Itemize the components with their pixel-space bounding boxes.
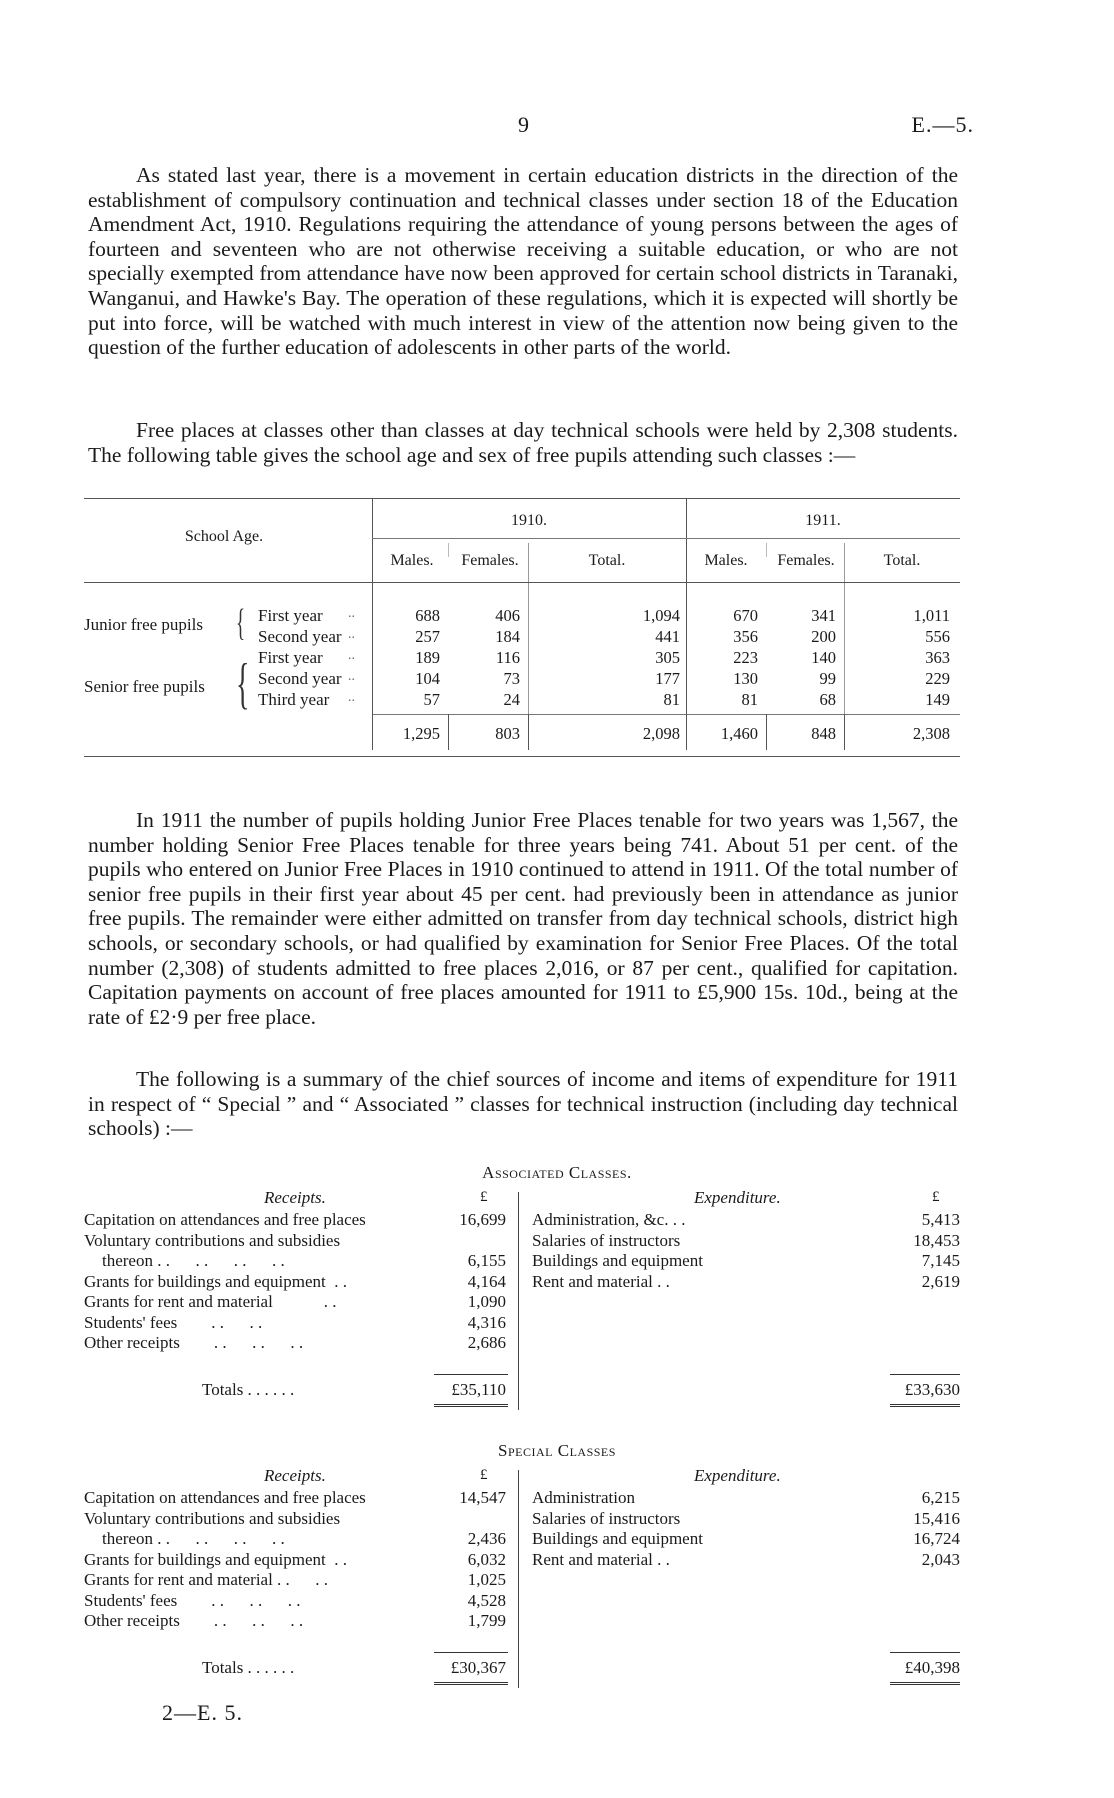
- row-label: Second year: [258, 627, 342, 646]
- page-number: 9: [518, 112, 529, 137]
- expenditure-currency: £: [932, 1189, 940, 1205]
- total-cell: 803: [495, 724, 520, 743]
- table-cell: 688: [415, 606, 440, 625]
- expenditure-label: Buildings and equipment: [532, 1529, 703, 1548]
- row-leader: ..: [348, 690, 355, 705]
- paragraph-compulsory-continuation: As stated last year, there is a movement in certain education districts in the direction of the establishment of compulsory continuation and technical classes under section 18 of the Education Amendment Act, 1910. Regulations requiring the attendance of young persons between the ages of fourteen and seventeen who are not otherwise receiving a suitable education, or who are not specially exempted from attendance have now been approved for certain school districts in Taranaki, Wanganui, and Hawke's Bay. The operation of these regulations, which it is expected will shortly be put into force, will be watched with much interest in view of the attention now being given to the question of the further education of adolescents in other parts of the world.: [88, 163, 958, 360]
- page-header: [0, 112, 1114, 140]
- col-total-1910: Total.: [588, 552, 626, 569]
- row-label: Second year: [258, 669, 342, 688]
- total-cell: 1,460: [720, 724, 758, 743]
- group-junior-label: Junior free pupils: [84, 615, 203, 634]
- receipt-amount: 1,799: [467, 1611, 506, 1630]
- expenditure-amount: 18,453: [913, 1230, 960, 1250]
- receipts-total: £35,110: [451, 1380, 506, 1399]
- receipt-label: Other receipts . . . . . .: [84, 1611, 304, 1630]
- receipts-total-label: Totals . . . . . .: [202, 1658, 295, 1677]
- col-males-1910: Males.: [390, 552, 434, 569]
- table-cell: 57: [423, 690, 440, 709]
- table-cell: 257: [415, 627, 440, 646]
- special-classes-account: [84, 1466, 960, 1696]
- receipt-label: Voluntary contributions and subsidies: [84, 1508, 341, 1528]
- receipt-label: Capitation on attendances and free places: [84, 1210, 366, 1229]
- table-cell: 1,094: [642, 606, 680, 625]
- receipt-amount: 2,686: [467, 1333, 506, 1352]
- receipts-heading: Receipts.: [264, 1188, 326, 1207]
- table-cell: 441: [655, 627, 680, 646]
- receipt-label: Grants for buildings and equipment . .: [84, 1549, 347, 1569]
- row-leader: ..: [348, 669, 355, 684]
- stub-header: School Age.: [184, 528, 264, 545]
- table-cell: 81: [741, 690, 758, 709]
- expenditure-label: Administration: [532, 1488, 635, 1507]
- table-cell: 200: [811, 627, 836, 646]
- table-cell: 229: [925, 669, 950, 688]
- receipts-currency: £: [480, 1189, 488, 1205]
- table-cell: 406: [495, 606, 520, 625]
- table-cell: 184: [495, 627, 520, 646]
- expenditure-label: Administration, &c. . .: [532, 1210, 686, 1229]
- table-cell: 99: [819, 669, 836, 688]
- table-cell: 73: [503, 669, 520, 688]
- receipts-total: £30,367: [450, 1658, 506, 1677]
- expenditure-label: Buildings and equipment: [532, 1251, 703, 1270]
- table-cell: 356: [733, 627, 758, 646]
- expenditure-label: Salaries of instructors: [532, 1230, 681, 1250]
- table-cell: 130: [733, 669, 758, 688]
- expenditure-label: Salaries of instructors: [532, 1508, 681, 1528]
- senior-brace: {: [236, 653, 250, 715]
- table-cell: 223: [733, 648, 758, 667]
- table-cell: 81: [663, 690, 680, 709]
- expenditure-amount: 2,619: [921, 1271, 960, 1291]
- table-cell: 363: [925, 648, 950, 667]
- paragraph-income-summary-intro: The following is a summary of the chief sources of income and items of expenditure for 1911 in respect of “ Special ” and “ Associated ” classes for technical instruction (including day technical schools) :—: [88, 1067, 958, 1141]
- receipt-label: thereon . . . . . . . .: [102, 1529, 285, 1548]
- expenditure-amount: 6,215: [921, 1488, 960, 1507]
- row-label: Third year: [258, 690, 330, 709]
- receipt-amount: 4,316: [467, 1312, 506, 1332]
- receipt-amount: 16,699: [459, 1210, 506, 1229]
- total-cell: 2,308: [912, 724, 950, 743]
- table-cell: 104: [415, 669, 440, 688]
- col-males-1911: Males.: [704, 552, 748, 569]
- receipt-label: Other receipts . . . . . .: [84, 1333, 304, 1352]
- paragraph-free-places-intro: Free places at classes other than classes at day technical schools were held by 2,308 students. The following table gives the school age and sex of free pupils attending such classes :—: [88, 418, 958, 467]
- special-classes-title: Special Classes: [498, 1441, 616, 1460]
- expenditure-amount: 5,413: [921, 1210, 960, 1229]
- receipt-label: Students' fees . . . .: [84, 1312, 263, 1332]
- expenditure-label: Rent and material . .: [532, 1549, 670, 1569]
- document-reference: E.—5.: [911, 112, 974, 137]
- receipt-label: Grants for rent and material . .: [84, 1292, 337, 1311]
- receipt-amount: 1,025: [467, 1570, 506, 1589]
- receipts-currency: £: [480, 1467, 488, 1483]
- expenditure-heading: Expenditure.: [694, 1188, 781, 1207]
- table-bottom-rule: [84, 756, 960, 757]
- total-cell: 1,295: [402, 724, 440, 743]
- year-1911-header: 1911.: [805, 512, 841, 529]
- receipt-label: Voluntary contributions and subsidies: [84, 1230, 341, 1250]
- table-cell: 670: [733, 606, 758, 625]
- receipt-amount: 4,164: [467, 1271, 506, 1291]
- expenditure-heading: Expenditure.: [694, 1466, 781, 1485]
- receipt-amount: 4,528: [467, 1590, 506, 1610]
- receipt-label: Grants for rent and material . . . .: [84, 1570, 329, 1589]
- row-leader: ..: [348, 648, 355, 663]
- expenditure-label: Rent and material . .: [532, 1271, 670, 1291]
- receipt-label: Students' fees . . . . . .: [84, 1590, 301, 1610]
- col-females-1911: Females.: [777, 552, 835, 569]
- associated-classes-title: Associated Classes.: [482, 1163, 632, 1182]
- row-label: First year: [258, 606, 323, 625]
- header-bottom-rule: [84, 582, 960, 583]
- row-leader: ..: [348, 606, 355, 621]
- col-total-1911: Total.: [883, 552, 921, 569]
- year-1910-header: 1910.: [511, 512, 547, 529]
- receipt-amount: 2,436: [467, 1529, 506, 1548]
- table-cell: 24: [503, 690, 520, 709]
- total-cell: 2,098: [642, 724, 680, 743]
- total-cell: 848: [811, 724, 836, 743]
- receipt-label: thereon . . . . . . . .: [102, 1251, 285, 1270]
- table-cell: 68: [819, 690, 836, 709]
- table-cell: 177: [655, 669, 680, 688]
- junior-brace: {: [236, 602, 246, 644]
- receipt-label: Grants for buildings and equipment . .: [84, 1271, 347, 1291]
- group-senior-label: Senior free pupils: [84, 677, 205, 696]
- table-cell: 305: [655, 648, 680, 667]
- receipts-total-label: Totals . . . . . .: [202, 1380, 295, 1399]
- page-signature: 2—E. 5.: [162, 1700, 243, 1725]
- receipt-amount: 1,090: [467, 1292, 506, 1311]
- table-cell: 140: [811, 648, 836, 667]
- table-cell: 556: [925, 627, 950, 646]
- expenditure-total: £33,630: [904, 1380, 960, 1399]
- paragraph-free-places-details: In 1911 the number of pupils holding Junior Free Places tenable for two years was 1,567, the number holding Senior Free Places tenable for three years being 741. About 51 per cent. of the pupils who entered on Junior Free Places in 1910 continued to attend in 1911. Of the total number of senior free pupils in their first year about 45 per cent. had previously been in attendance as junior free pupils. The remainder were either admitted on transfer from day technical schools, district high schools, or secondary schools, or had qualified by examination for Senior Free Places. Of the total number (2,308) of students admitted to free places 2,016, or 87 per cent., qualified for capitation. Capitation payments on account of free places amounted for 1911 to £5,900 15s. 10d., being at the rate of £2·9 per free place.: [88, 808, 958, 1029]
- associated-classes-account: [84, 1188, 960, 1418]
- table-top-rule: [84, 498, 960, 499]
- receipt-amount: 6,155: [467, 1251, 506, 1270]
- expenditure-amount: 7,145: [921, 1251, 960, 1270]
- table-cell: 341: [811, 606, 836, 625]
- receipts-heading: Receipts.: [264, 1466, 326, 1485]
- expenditure-total: £40,398: [904, 1658, 960, 1677]
- table-cell: 116: [495, 648, 520, 667]
- table-cell: 189: [415, 648, 440, 667]
- table-cell: 1,011: [913, 606, 950, 625]
- expenditure-amount: 2,043: [921, 1549, 960, 1569]
- table-cell: 149: [925, 690, 950, 709]
- row-label: First year: [258, 648, 323, 667]
- col-females-1910: Females.: [461, 552, 519, 569]
- receipt-amount: 14,547: [459, 1488, 506, 1507]
- receipt-amount: 6,032: [467, 1549, 506, 1569]
- expenditure-amount: 15,416: [913, 1508, 960, 1528]
- row-leader: ..: [348, 627, 355, 642]
- receipt-label: Capitation on attendances and free places: [84, 1488, 366, 1507]
- expenditure-amount: 16,724: [913, 1529, 960, 1548]
